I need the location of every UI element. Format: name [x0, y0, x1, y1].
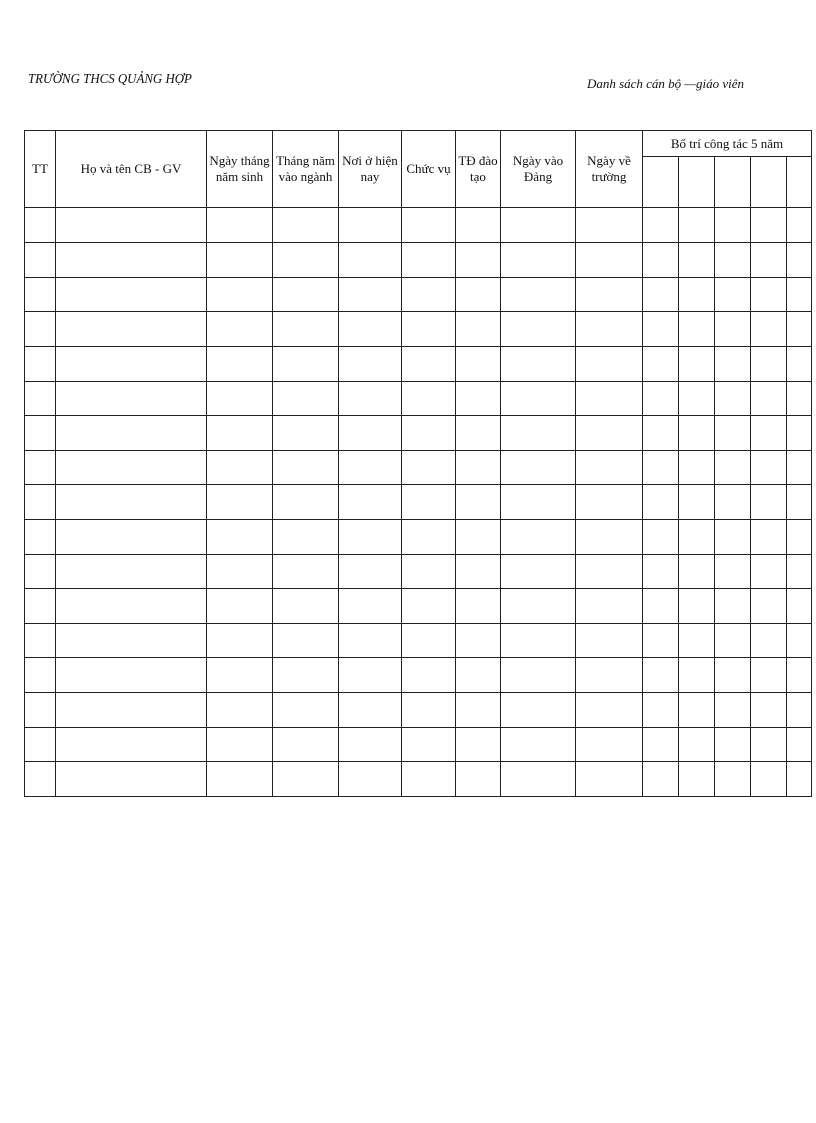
table-row	[25, 692, 812, 727]
table-cell	[679, 485, 715, 520]
table-cell	[402, 519, 456, 554]
col-header-name: Họ và tên CB - GV	[56, 131, 207, 208]
table-cell	[273, 485, 339, 520]
table-cell	[715, 727, 751, 762]
table-cell	[339, 381, 402, 416]
table-cell	[501, 692, 576, 727]
table-cell	[576, 347, 643, 382]
table-cell	[402, 692, 456, 727]
table-cell	[56, 519, 207, 554]
table-cell	[25, 658, 56, 693]
table-cell	[787, 485, 812, 520]
table-cell	[576, 658, 643, 693]
table-row	[25, 519, 812, 554]
table-cell	[339, 692, 402, 727]
table-cell	[56, 623, 207, 658]
table-header	[25, 131, 812, 208]
table-row	[25, 623, 812, 658]
table-cell	[643, 727, 679, 762]
table-cell	[501, 623, 576, 658]
table-cell	[679, 692, 715, 727]
staff-table	[24, 130, 812, 797]
table-row	[25, 589, 812, 624]
table-cell	[501, 658, 576, 693]
table-cell	[715, 347, 751, 382]
table-cell	[207, 623, 273, 658]
table-cell	[402, 727, 456, 762]
col-header-start: Tháng năm vào ngành	[273, 131, 339, 208]
table-cell	[456, 450, 501, 485]
table-cell	[576, 589, 643, 624]
table-cell	[787, 416, 812, 451]
table-cell	[501, 450, 576, 485]
table-cell	[715, 762, 751, 797]
table-cell	[56, 589, 207, 624]
table-cell	[751, 347, 787, 382]
table-cell	[456, 727, 501, 762]
table-cell	[56, 416, 207, 451]
table-cell	[456, 347, 501, 382]
table-body	[25, 347, 812, 797]
table-cell	[715, 658, 751, 693]
table-cell	[501, 416, 576, 451]
table-cell	[576, 381, 643, 416]
table-cell	[207, 485, 273, 520]
table-cell	[339, 589, 402, 624]
col-header-education: TĐ đào tạo	[456, 131, 501, 208]
table-cell	[456, 554, 501, 589]
table-cell	[56, 692, 207, 727]
table-cell	[751, 727, 787, 762]
table-row	[25, 485, 812, 520]
table-cell	[273, 623, 339, 658]
table-cell	[751, 519, 787, 554]
table-cell	[501, 762, 576, 797]
table-cell	[751, 658, 787, 693]
table-cell	[273, 692, 339, 727]
table-cell	[576, 762, 643, 797]
table-cell	[751, 485, 787, 520]
table-cell	[751, 416, 787, 451]
col-header-arrival: Ngày về trường	[576, 131, 643, 208]
table-cell	[643, 416, 679, 451]
table-cell	[456, 692, 501, 727]
table-cell	[787, 450, 812, 485]
table-cell	[207, 692, 273, 727]
table-cell	[402, 589, 456, 624]
table-cell	[339, 623, 402, 658]
table-cell	[402, 450, 456, 485]
table-row	[25, 658, 812, 693]
table-cell	[402, 658, 456, 693]
table-cell	[207, 658, 273, 693]
table-row	[25, 347, 812, 382]
table-cell	[402, 485, 456, 520]
col-header-tt: TT	[25, 131, 56, 208]
table-cell	[576, 727, 643, 762]
table-cell	[715, 589, 751, 624]
table-cell	[339, 762, 402, 797]
table-cell	[25, 623, 56, 658]
table-cell	[339, 658, 402, 693]
table-row	[25, 727, 812, 762]
table-cell	[339, 485, 402, 520]
table-cell	[751, 450, 787, 485]
table-cell	[787, 589, 812, 624]
table-cell	[456, 589, 501, 624]
table-cell	[56, 347, 207, 382]
school-name: TRƯỜNG THCS QUẢNG HỢP	[28, 72, 192, 87]
table-cell	[207, 347, 273, 382]
table-cell	[402, 623, 456, 658]
table-cell	[207, 519, 273, 554]
table-row	[25, 278, 812, 312]
table-cell	[25, 485, 56, 520]
table-cell	[25, 416, 56, 451]
table-cell	[339, 347, 402, 382]
table-cell	[56, 762, 207, 797]
table-cell	[576, 623, 643, 658]
table-cell	[207, 450, 273, 485]
table-cell	[679, 623, 715, 658]
assignment-year-cell	[751, 157, 787, 208]
table-cell	[787, 554, 812, 589]
table-cell	[643, 623, 679, 658]
table-cell	[751, 554, 787, 589]
table-cell	[339, 519, 402, 554]
table-cell	[25, 727, 56, 762]
table-cell	[56, 658, 207, 693]
table-cell	[787, 692, 812, 727]
table-cell	[576, 519, 643, 554]
col-header-party: Ngày vào Đảng	[501, 131, 576, 208]
assignment-year-cell	[715, 157, 751, 208]
table-row	[25, 312, 812, 347]
table-cell	[56, 485, 207, 520]
assignment-year-cell	[643, 157, 679, 208]
table-cell	[456, 623, 501, 658]
table-cell	[207, 381, 273, 416]
table-cell	[643, 485, 679, 520]
table-cell	[456, 381, 501, 416]
table-cell	[273, 658, 339, 693]
table-cell	[339, 727, 402, 762]
table-cell	[679, 762, 715, 797]
table-cell	[751, 762, 787, 797]
table-cell	[273, 762, 339, 797]
table-cell	[576, 416, 643, 451]
table-row	[25, 243, 812, 278]
table-cell	[679, 416, 715, 451]
table-row	[25, 450, 812, 485]
table-cell	[339, 450, 402, 485]
table-cell	[25, 519, 56, 554]
table-cell	[456, 658, 501, 693]
table-cell	[56, 554, 207, 589]
table-cell	[576, 485, 643, 520]
table-cell	[273, 519, 339, 554]
table-cell	[643, 762, 679, 797]
table-cell	[643, 450, 679, 485]
table-cell	[679, 658, 715, 693]
table-cell	[576, 692, 643, 727]
table-cell	[456, 519, 501, 554]
table-cell	[751, 381, 787, 416]
table-cell	[456, 762, 501, 797]
table-cell	[679, 347, 715, 382]
table-cell	[715, 450, 751, 485]
table-cell	[273, 554, 339, 589]
table-cell	[679, 450, 715, 485]
table-cell	[787, 658, 812, 693]
table-cell	[787, 347, 812, 382]
table-cell	[25, 692, 56, 727]
table-row	[25, 381, 812, 416]
assignment-year-cell	[679, 157, 715, 208]
table-cell	[501, 589, 576, 624]
table-cell	[643, 554, 679, 589]
table-cell	[715, 519, 751, 554]
document-title: Danh sách cán bộ —giáo viên	[586, 76, 744, 91]
table-cell	[402, 554, 456, 589]
table-cell	[679, 381, 715, 416]
table-cell	[25, 762, 56, 797]
table-cell	[679, 554, 715, 589]
table-row	[25, 416, 812, 451]
table-cell	[576, 450, 643, 485]
table-cell	[787, 762, 812, 797]
table-row	[25, 554, 812, 589]
table-cell	[56, 727, 207, 762]
table-cell	[643, 519, 679, 554]
table-cell	[715, 692, 751, 727]
table-row	[25, 762, 812, 797]
table-cell	[339, 554, 402, 589]
table-cell	[643, 347, 679, 382]
table-cell	[207, 554, 273, 589]
col-header-position: Chức vụ	[402, 131, 456, 208]
table-cell	[207, 762, 273, 797]
table-cell	[402, 762, 456, 797]
table-cell	[751, 589, 787, 624]
assignment-year-cell	[787, 157, 812, 208]
table-cell	[679, 519, 715, 554]
table-cell	[56, 450, 207, 485]
table-cell	[25, 589, 56, 624]
table-cell	[273, 727, 339, 762]
table-cell	[501, 347, 576, 382]
table-cell	[715, 623, 751, 658]
table-cell	[501, 727, 576, 762]
table-cell	[207, 416, 273, 451]
table-cell	[679, 727, 715, 762]
table-cell	[501, 554, 576, 589]
table-cell	[273, 381, 339, 416]
table-cell	[787, 519, 812, 554]
table-cell	[643, 658, 679, 693]
table-cell	[501, 485, 576, 520]
col-header-dob: Ngày tháng năm sinh	[207, 131, 273, 208]
table-cell	[207, 589, 273, 624]
table-cell	[207, 727, 273, 762]
table-cell	[402, 416, 456, 451]
table-cell	[402, 381, 456, 416]
table-cell	[501, 381, 576, 416]
table-cell	[787, 381, 812, 416]
table-cell	[56, 381, 207, 416]
table-cell	[25, 347, 56, 382]
table-cell	[25, 381, 56, 416]
table-cell	[715, 485, 751, 520]
table-cell	[273, 589, 339, 624]
table-cell	[576, 554, 643, 589]
table-cell	[339, 416, 402, 451]
table-cell	[679, 589, 715, 624]
table-cell	[273, 347, 339, 382]
top-blank-rows	[25, 208, 812, 347]
table-cell	[402, 347, 456, 382]
table-cell	[715, 381, 751, 416]
table-cell	[25, 450, 56, 485]
col-header-assignment: Bố trí công tác 5 năm	[643, 131, 812, 157]
table-cell	[273, 450, 339, 485]
table-cell	[751, 623, 787, 658]
table-cell	[787, 623, 812, 658]
table-cell	[715, 416, 751, 451]
table-cell	[456, 485, 501, 520]
table-cell	[715, 554, 751, 589]
table-row	[25, 208, 812, 243]
table-cell	[25, 554, 56, 589]
table-cell	[643, 381, 679, 416]
table-cell	[501, 519, 576, 554]
col-header-address: Nơi ở hiện nay	[339, 131, 402, 208]
table-cell	[273, 416, 339, 451]
table-cell	[456, 416, 501, 451]
table-cell	[643, 589, 679, 624]
table-cell	[751, 692, 787, 727]
table-cell	[787, 727, 812, 762]
table-cell	[643, 692, 679, 727]
